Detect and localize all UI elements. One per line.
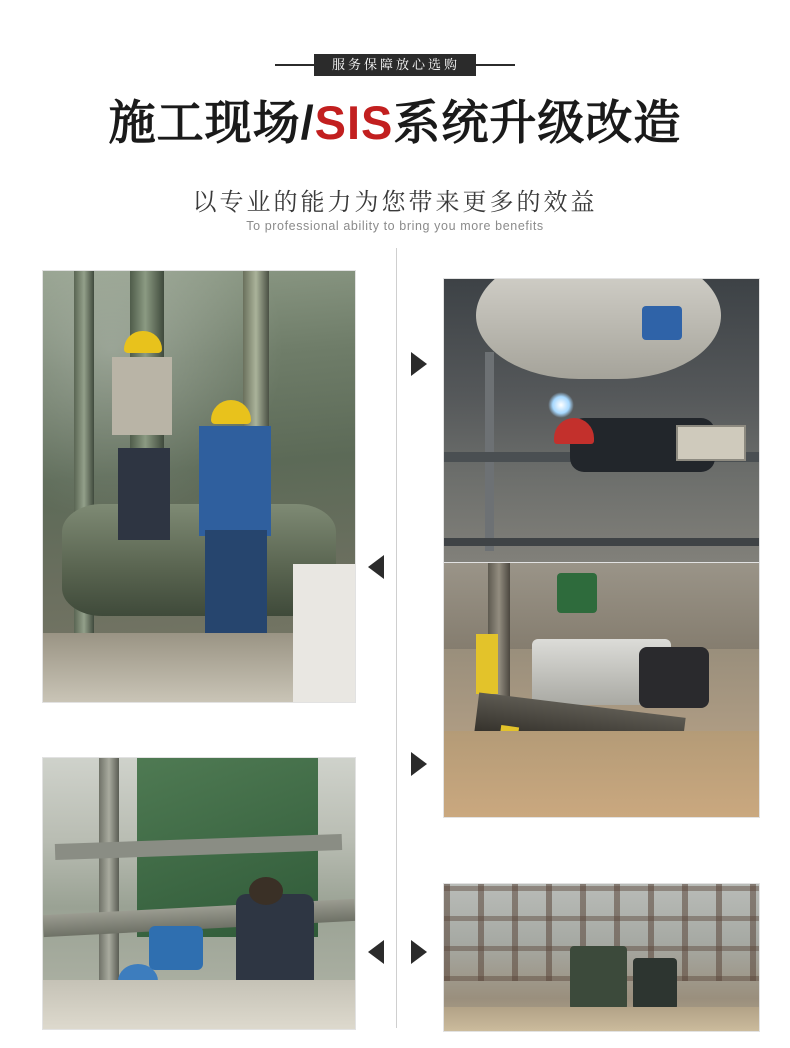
photo-valve-actuator-image xyxy=(444,563,759,817)
deco-rail xyxy=(444,538,759,546)
arrow-right-icon xyxy=(411,352,427,376)
photo-plant-overview xyxy=(443,883,760,1032)
photo-worker-valve-install xyxy=(42,757,356,1030)
deco-valve xyxy=(557,573,597,613)
deco-wall xyxy=(293,564,355,702)
deco-worker-legs xyxy=(118,448,170,540)
deco-actuator xyxy=(642,306,682,340)
deco-marker xyxy=(476,634,498,694)
arrow-left-icon xyxy=(368,555,384,579)
deco-equipment xyxy=(633,958,677,1011)
deco-actuator xyxy=(639,647,708,708)
photo-workers-pipeline-image xyxy=(43,271,355,702)
arrow-right-icon xyxy=(411,752,427,776)
photo-workers-pipeline xyxy=(42,270,356,703)
page-title xyxy=(0,97,790,149)
photo-worker-valve-install-image xyxy=(43,758,355,1029)
banner-rule-left xyxy=(275,64,314,66)
page-title-suffix: 系统升级改造 xyxy=(393,96,682,149)
deco-ground xyxy=(43,980,355,1029)
deco-ground xyxy=(444,1007,759,1031)
page-subtitle-english: To professional ability to bring you more benefits xyxy=(246,219,544,233)
photo-plant-overview-image xyxy=(444,884,759,1031)
deco-panel xyxy=(676,425,746,461)
deco-equipment xyxy=(570,946,627,1011)
arrow-right-icon xyxy=(411,940,427,964)
banner-rule-right xyxy=(476,64,515,66)
page-subtitle: 以专业的能力为您带来更多的效益 xyxy=(192,189,598,216)
arrow-left-icon xyxy=(368,940,384,964)
page-title-prefix: 施工现场/ xyxy=(108,96,315,149)
deco-worker-body xyxy=(112,357,172,435)
photo-gallery xyxy=(0,270,790,1030)
deco-worker-legs xyxy=(205,530,267,638)
deco-ground xyxy=(444,731,759,817)
welding-spark-icon xyxy=(548,392,574,418)
page-title-highlight: SIS xyxy=(314,96,394,149)
banner-tag-label: 服务保障放心选购 xyxy=(314,54,476,76)
deco-tank xyxy=(476,278,722,379)
deco-worker-head xyxy=(249,877,283,905)
photo-valve-actuator xyxy=(443,562,760,818)
deco-actuator xyxy=(149,926,203,970)
header-banner xyxy=(0,54,790,76)
deco-worker-body xyxy=(199,426,271,536)
